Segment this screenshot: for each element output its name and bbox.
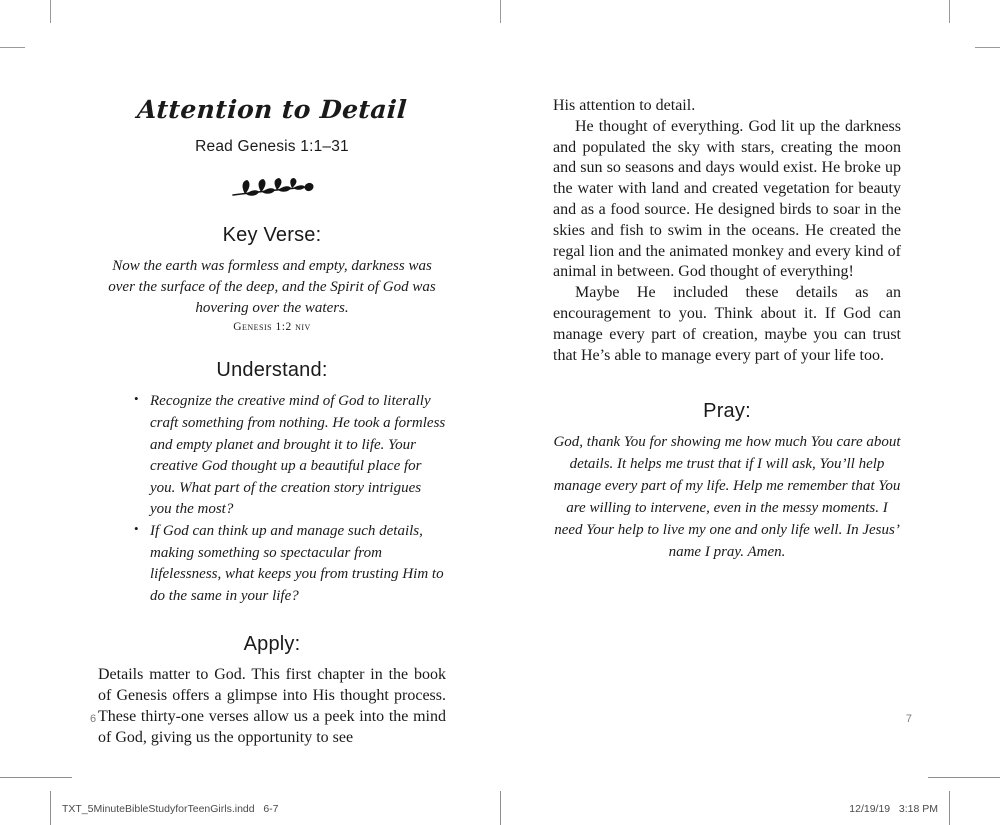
slug-rule-left [0, 777, 72, 778]
list-item [132, 521, 446, 607]
apply-body: Details matter to God. This first chapter in the book of Genesis offers a glimpse into His thought process. These thirty-one verses allow us a peek into the mind of God, giving us the opportunity to see [98, 666, 446, 746]
crop-mark-bottom-left-vertical [50, 791, 51, 825]
bullet-icon: • [134, 391, 139, 407]
list-item [132, 391, 446, 521]
page-number-left: 6 [90, 713, 97, 725]
slug-file-name: TXT_5MinuteBibleStudyforTeenGirls.indd 6-7 [62, 803, 279, 815]
spacer [98, 607, 446, 633]
apply-continued-paragraph: Maybe He included these details as an encouragement to you. Think about it. If God can manage every part of creation, maybe you can trust that He’s able to manage every part of your life too. [553, 284, 901, 364]
list-item-text: If God can think up and manage such details, making something so spectacular from lifelessness, what keeps you from trusting Him to do the same in your life? [150, 522, 444, 604]
right-text-column [553, 96, 901, 564]
crop-mark-bottom-right-vertical [949, 791, 950, 825]
key-verse-heading: Key Verse: [222, 223, 322, 246]
read-reference: Read Genesis 1:1–31 [195, 137, 349, 155]
key-verse-reference: Genesis 1:2 niv [233, 321, 311, 334]
page-left [0, 0, 500, 777]
page-title: Attention to Detail [136, 95, 408, 124]
spacer [553, 366, 901, 400]
bullet-icon: • [134, 520, 139, 536]
left-text-column [98, 96, 446, 749]
apply-heading: Apply: [243, 633, 301, 656]
list-item-text: Recognize the creative mind of God to literally craft something from nothing. He took a formless and empty planet and brought it to life. Your creative God thought up a beautiful place for you. What part of the creation story intrigues you the most? [150, 393, 446, 518]
pray-body: God, thank You for showing me how much You care about details. It helps me trust that if I will ask, You’ll help manage every part of my life. Help me remember that You are willing to intervene, even in the messy moments. I need Your help to live my one and only life well. In Jesus’ name I pray. Amen. [553, 434, 901, 560]
apply-continued-first-line: His attention to detail. [553, 97, 696, 114]
understand-heading: Understand: [216, 359, 328, 382]
page-right [500, 0, 1000, 777]
apply-continued-paragraph: He thought of everything. God lit up the darkness and populated the sky with stars, creating the moon and sun so seasons and days would exist. He broke up the water with land and created vegetation for beauty and as a food source. He designed birds to soar in the skies and fish to swim in the oceans. He created the regal lion and the animated monkey and every kind of animal in between. God thought of everything! [553, 117, 901, 281]
key-verse-text: Now the earth was formless and empty, darkness was over the surface of the deep, and the Spirit of God was hovering over the waters. [108, 257, 436, 317]
understand-list [98, 391, 446, 607]
slug-timestamp: 12/19/19 3:18 PM [849, 803, 938, 815]
slug-rule-right [928, 777, 1000, 778]
print-slug-bar [0, 777, 1000, 825]
leaf-branch-ornament-icon [229, 178, 315, 204]
spacer [98, 333, 446, 359]
crop-mark-bottom-center-vertical [500, 791, 501, 825]
page-number-right: 7 [905, 713, 912, 725]
pray-heading: Pray: [703, 400, 751, 423]
